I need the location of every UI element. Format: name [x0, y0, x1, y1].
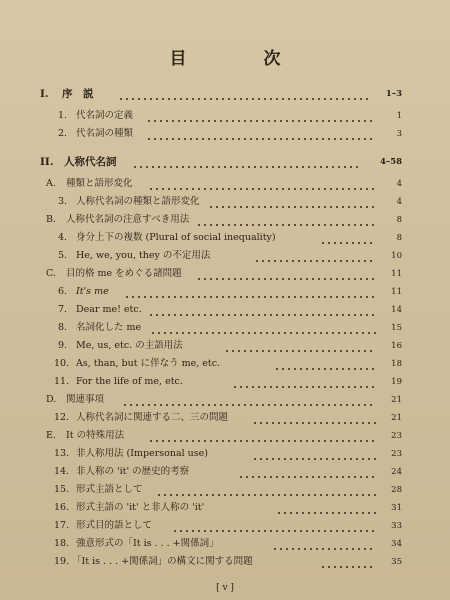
dot-leader	[252, 410, 376, 426]
toc-entry	[0, 428, 450, 444]
entry-page: 23	[391, 449, 402, 459]
dot-leader	[232, 374, 376, 390]
entry-number: I.	[40, 88, 49, 100]
toc-entry	[0, 518, 450, 534]
entry-number: 11.	[54, 376, 70, 387]
toc-entry	[0, 464, 450, 480]
entry-number: 5.	[58, 250, 68, 261]
entry-page: 4	[396, 179, 402, 189]
entry-page: 24	[391, 467, 402, 477]
toc-entry	[0, 266, 450, 282]
entry-label: 強意形式の「It is . . . +関係詞」	[76, 538, 219, 549]
page-number-footer: [ v ]	[216, 583, 234, 593]
entry-number: 9.	[58, 340, 68, 351]
entry-page: 31	[391, 503, 402, 513]
entry-label: As, than, but に伴なう me, etc.	[76, 358, 221, 369]
entry-page: 28	[391, 485, 402, 495]
dot-leader	[150, 320, 376, 336]
dot-leader	[272, 536, 376, 552]
entry-number: II.	[40, 156, 54, 168]
entry-label: It's me	[76, 286, 109, 297]
dot-leader	[238, 464, 376, 480]
entry-label: 種類と語形変化	[66, 178, 133, 189]
dot-leader	[146, 108, 376, 124]
toc-entry	[0, 374, 450, 390]
toc-entry	[0, 320, 450, 336]
dot-leader	[122, 392, 376, 408]
entry-number: 13.	[54, 448, 70, 459]
entry-page: 16	[391, 341, 402, 351]
entry-page: 14	[391, 305, 402, 315]
dot-leader	[320, 554, 376, 570]
entry-page: 34	[391, 539, 402, 549]
entry-page: 3	[396, 129, 402, 139]
entry-label: Dear me! etc.	[76, 304, 142, 315]
entry-page: 4–58	[380, 157, 402, 167]
dot-leader	[148, 428, 376, 444]
toc-entry	[0, 176, 450, 192]
toc-entry	[0, 554, 450, 570]
entry-label: 名詞化した me	[76, 322, 142, 333]
entry-page: 15	[391, 323, 402, 333]
toc-entry	[0, 356, 450, 372]
entry-label: It の特殊用法	[66, 430, 125, 441]
dot-leader	[146, 126, 376, 142]
toc-entry	[0, 248, 450, 264]
entry-number: C.	[46, 268, 56, 279]
entry-label: 人称代名詞の注意すべき用法	[66, 214, 190, 225]
entry-label: 形式主語の 'it' と非人称の 'it'	[76, 502, 205, 513]
dot-leader	[196, 266, 376, 282]
entry-number: 18.	[54, 538, 70, 549]
entry-label: 関連事項	[66, 394, 105, 405]
entry-label: 形式主語として	[76, 484, 143, 495]
toc-entry	[0, 482, 450, 498]
entry-page: 10	[391, 251, 402, 261]
dot-leader	[148, 302, 376, 318]
toc-entry	[0, 126, 450, 142]
toc-entry	[0, 108, 450, 124]
entry-number: E.	[46, 430, 56, 441]
entry-label: 人称代名詞の種類と語形変化	[76, 196, 200, 207]
entry-page: 18	[391, 359, 402, 369]
dot-leader	[124, 284, 376, 300]
entry-page: 21	[391, 413, 402, 423]
entry-label: 身分上下の複数 (Plural of social inequality)	[76, 232, 276, 243]
toc-entry	[0, 500, 450, 516]
entry-number: 7.	[58, 304, 68, 315]
dot-leader	[274, 356, 376, 372]
dot-leader	[208, 194, 376, 210]
dot-leader	[132, 154, 362, 170]
entry-label: 非人称用法 (Impersonal use)	[76, 448, 208, 459]
entry-page: 1–3	[385, 89, 402, 99]
entry-page: 11	[391, 287, 402, 297]
entry-label: Me, us, etc. の主語用法	[76, 340, 183, 351]
entry-label: 代名詞の種類	[76, 128, 134, 139]
toc-entry-chapter-1	[0, 86, 450, 102]
entry-number: D.	[46, 394, 57, 405]
entry-number: 16.	[54, 502, 70, 513]
dot-leader	[276, 500, 376, 516]
toc-entry-chapter-2	[0, 154, 450, 170]
entry-page: 11	[391, 269, 402, 279]
entry-number: 17.	[54, 520, 70, 531]
entry-number: 6.	[58, 286, 68, 297]
dot-leader	[224, 338, 376, 354]
toc-entry	[0, 212, 450, 228]
entry-page: 19	[391, 377, 402, 387]
toc-entry	[0, 446, 450, 462]
entry-page: 1	[396, 111, 402, 121]
entry-number: 12.	[54, 412, 70, 423]
entry-label: 目的格 me をめぐる諸問題	[66, 268, 182, 279]
entry-label: 非人称の 'it' の歴史的考察	[76, 466, 190, 477]
toc-entry	[0, 194, 450, 210]
dot-leader	[254, 248, 376, 264]
entry-label: 人称代名詞	[64, 156, 117, 168]
toc-entry	[0, 536, 450, 552]
entry-page: 23	[391, 431, 402, 441]
toc-entry	[0, 284, 450, 300]
toc-entry	[0, 338, 450, 354]
entry-number: 3.	[58, 196, 68, 207]
entry-number: B.	[46, 214, 57, 225]
dot-leader	[172, 518, 376, 534]
entry-number: 10.	[54, 358, 70, 369]
dot-leader	[156, 482, 376, 498]
entry-label: 序 説	[62, 88, 94, 100]
toc-entry	[0, 410, 450, 426]
toc-entry	[0, 392, 450, 408]
entry-label: For the life of me, etc.	[76, 376, 183, 387]
entry-number: 2.	[58, 128, 68, 139]
entry-label: 「It is . . . +関係詞」の構文に関する問題	[72, 556, 253, 567]
entry-page: 8	[396, 233, 402, 243]
entry-number: 14.	[54, 466, 70, 477]
dot-leader	[118, 86, 368, 102]
entry-number: 1.	[58, 110, 68, 121]
entry-number: 4.	[58, 232, 68, 243]
entry-label: He, we, you, they の不定用法	[76, 250, 211, 261]
entry-number: 15.	[54, 484, 70, 495]
entry-number: 19.	[54, 556, 70, 567]
entry-label: 形式目的語として	[76, 520, 153, 531]
entry-page: 4	[396, 197, 402, 207]
entry-number: 8.	[58, 322, 68, 333]
dot-leader	[252, 446, 376, 462]
entry-page: 8	[396, 215, 402, 225]
dot-leader	[196, 212, 376, 228]
toc-entry	[0, 302, 450, 318]
dot-leader	[320, 230, 376, 246]
entry-page: 21	[391, 395, 402, 405]
dot-leader	[148, 176, 376, 192]
entry-label: 代名詞の定義	[76, 110, 134, 121]
entry-label: 人称代名詞に関連する二、三の問題	[76, 412, 229, 423]
entry-page: 35	[391, 557, 402, 567]
toc-entry	[0, 230, 450, 246]
page-title: 目 次	[169, 49, 311, 69]
entry-number: A.	[46, 178, 56, 189]
entry-page: 33	[391, 521, 402, 531]
